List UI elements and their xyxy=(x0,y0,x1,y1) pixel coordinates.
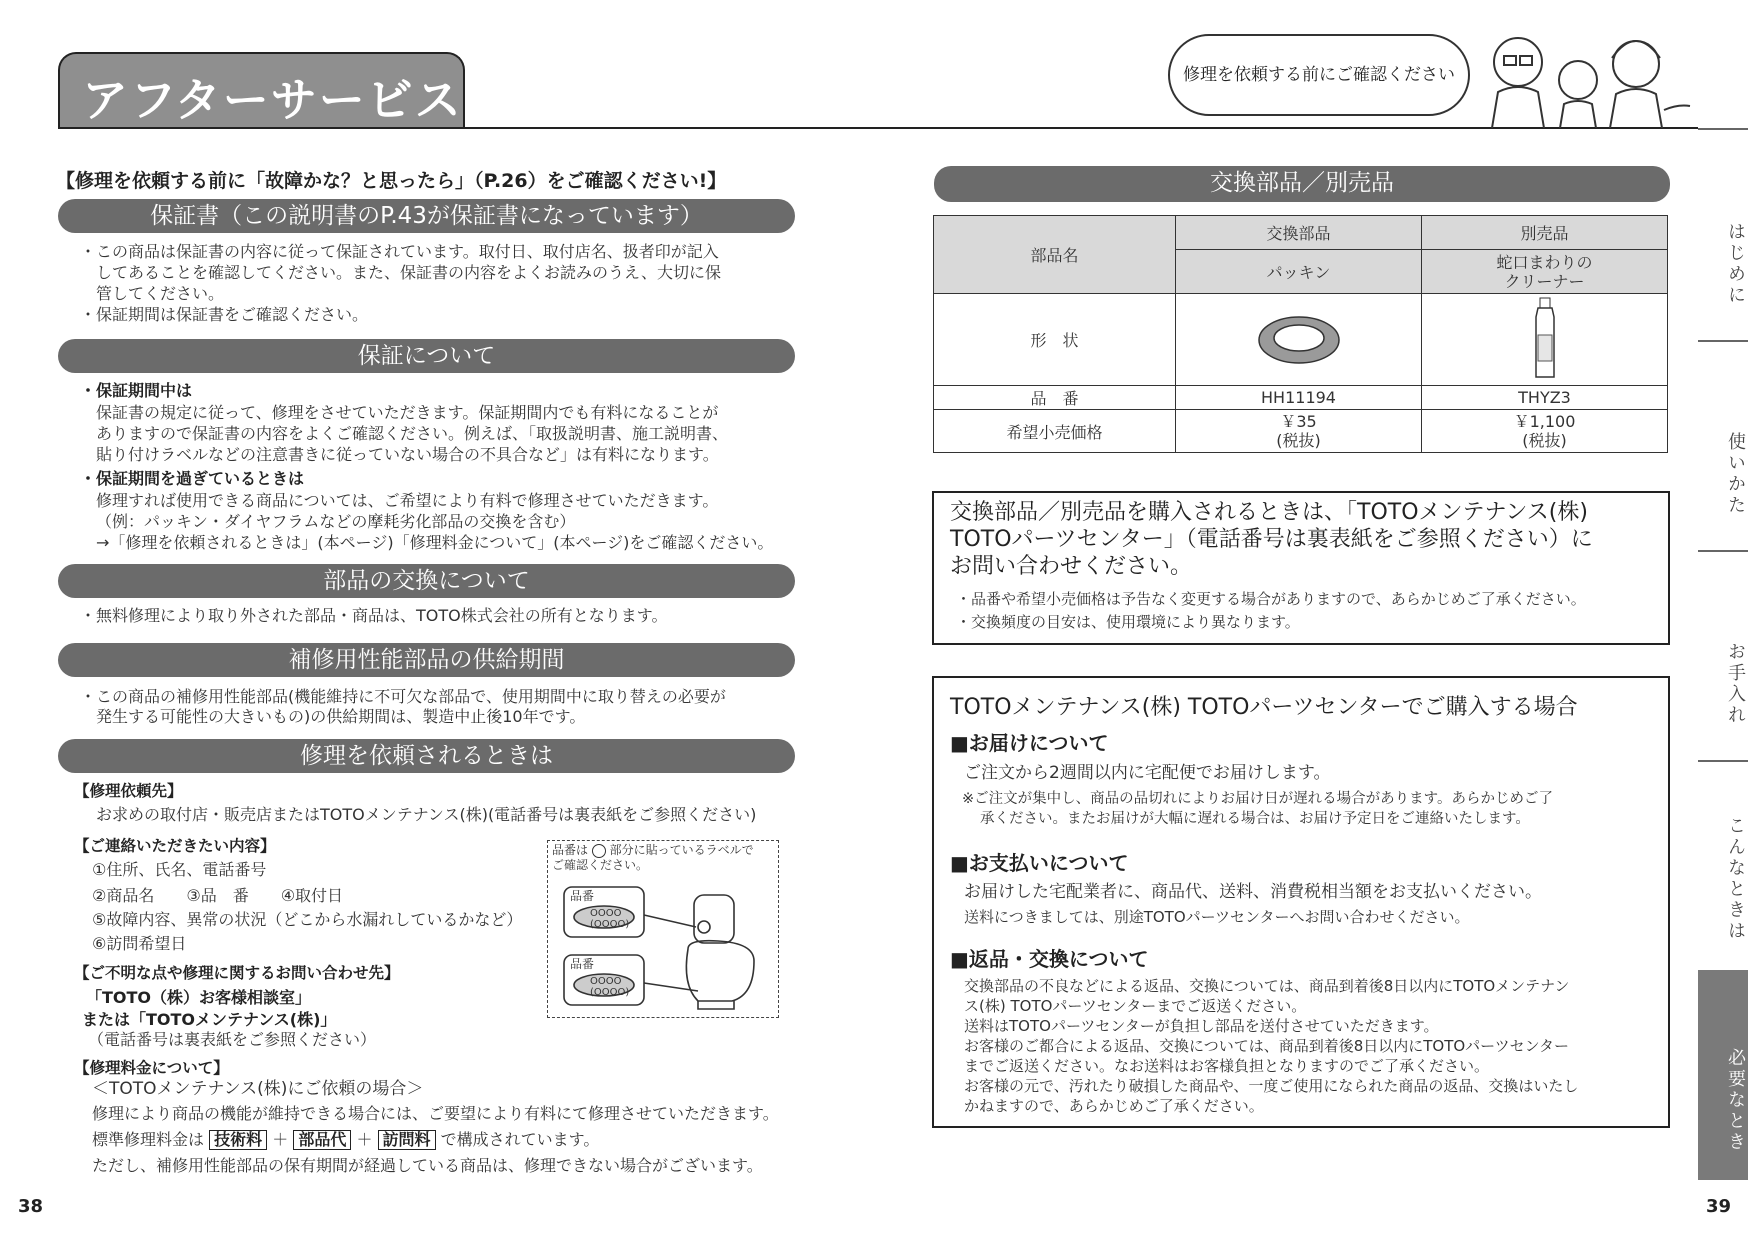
side-tab-care[interactable]: お手入れ xyxy=(1725,642,1746,726)
supply-text: ・この商品の補修用性能部品(機能維持に不可欠な部品で、使用期間中に取り替えの必要が xyxy=(80,687,726,706)
page-number-left: 38 xyxy=(18,1196,44,1217)
label-location-figure: 品番は 部分に貼っているラベルで ご確認ください。 品番 OOOO (OOOO) 品番 OOOO (OOOO) xyxy=(547,840,779,1018)
cleaner-bottle-icon xyxy=(1525,295,1565,381)
fee-text: 修理により商品の機能が維持できる場合には、ご要望により有料にて修理させていただきます。 xyxy=(92,1104,779,1123)
parts-table xyxy=(933,215,1668,453)
return-heading: ■返品・交換について xyxy=(950,947,1149,971)
warranty-card-line: ・保証期間は保証書をご確認ください。 xyxy=(80,305,369,324)
contact-item: ⑥訪問希望日 xyxy=(92,934,187,953)
exchange-text: ・無料修理により取り外された部品・商品は、TOTO株式会社の所有となります。 xyxy=(80,606,668,625)
warranty-text: ありますので保証書の内容をよくご確認ください。例えば、「取扱説明書、施工説明書、 xyxy=(96,424,729,443)
label-tag: 品番 xyxy=(570,957,595,971)
optional-price: ￥1,100 (税抜) xyxy=(1422,410,1668,453)
fee-keyword-visit: 訪問料 xyxy=(378,1130,436,1150)
section-band-warranty: 保証について xyxy=(58,339,795,373)
fee-keyword-technical: 技術料 xyxy=(209,1130,267,1150)
label-code: OOOO (OOOO) xyxy=(590,976,630,998)
packing-ring-icon xyxy=(1254,308,1344,368)
cleaner-image xyxy=(1422,294,1668,386)
col-optional-header: 別売品 xyxy=(1422,216,1668,250)
parts-name-header: 部品名 xyxy=(934,216,1176,294)
page-number-right: 39 xyxy=(1706,1196,1732,1217)
warranty-text: 貼り付けラベルなどの注意書きに従っていない場合の不具合など」は有料になります。 xyxy=(96,445,719,464)
warranty-text: （例：パッキン・ダイヤフラムなどの摩耗劣化部品の交換を含む） xyxy=(96,512,576,531)
supply-text: 発生する可能性の大きいもの)の供給期間は、製造中止後10年です。 xyxy=(96,707,586,726)
packing-image xyxy=(1176,294,1422,386)
order-title: TOTOメンテナンス(株) TOTOパーツセンターでご購入する場合 xyxy=(950,695,1578,720)
repair-heading: 【修理依頼先】 xyxy=(74,782,183,800)
parts-center-order-box: TOTOメンテナンス(株) TOTOパーツセンターでご購入する場合 ■お届けについて ご注文から2週間以内に宅配便でお届けします。 ※ご注文が集中し、商品の品切れによりお届け日が遅れる場合があります。あらかじめご了 承ください。またお届けが大幅に遅れる場合は、お届け予定日をご連絡いたします。 ■お支払いについて お届けした宅配業者に、商品代、送料、消費税相当額をお支払いください。 送料につきましては、別途TOTOパーツセンターへお問い合わせください。 ■返品・交換について 交換部品の不良などによる返品、交換については、商品到着後8日以内にTOTOメンテナン ス(株) TOTOパーツセンターまでご返送ください。 送料はTOTOパーツセンターが負担し部品を送付させていただきます。 お客様のご都合による返品、交換については、商品到着後8日以内にTOTOパーツセンター までご返送ください。なお送料はお客様負担となりますのでご了承ください。 お客様の元で、汚れたり破損した商品や、一度ご使用になられた商品の返品、交換はいたし かねますので、あらかじめご了承ください。 xyxy=(932,676,1670,1128)
section-band-exchange: 部品の交換について xyxy=(58,564,795,598)
warranty-card-line: ・この商品は保証書の内容に従って保証されています。取付日、取付店名、扱者印が記入 xyxy=(80,242,719,261)
section-band-repair: 修理を依頼されるときは xyxy=(58,739,795,773)
warranty-card-line: 管してください。 xyxy=(96,284,225,303)
contact-item: ②商品名 ③品 番 ④取付日 xyxy=(92,886,344,905)
inquiry-contact: または「TOTOメンテナンス(株)」 xyxy=(82,1010,337,1029)
inquiry-contact: （電話番号は裏表紙をご参照ください） xyxy=(88,1030,377,1049)
warranty-text: →「修理を依頼されるときは」(本ページ)「修理料金について」(本ページ)をご確認ください。 xyxy=(96,533,774,552)
optional-name: 蛇口まわりの クリーナー xyxy=(1422,250,1668,294)
speech-bubble: 修理を依頼する前にご確認ください xyxy=(1168,34,1470,116)
lead-notice: 【修理を依頼する前に「故障かな？と思ったら」（P.26）をご確認ください!】 xyxy=(56,170,727,192)
warranty-text: 修理すれば使用できる商品については、ご希望により有料で修理させていただきます。 xyxy=(96,491,719,510)
col-replacement-header: 交換部品 xyxy=(1176,216,1422,250)
label-code: OOOO (OOOO) xyxy=(590,908,630,930)
page-title: アフターサービス xyxy=(58,52,465,128)
payment-heading: ■お支払いについて xyxy=(950,851,1129,875)
replacement-name: パッキン xyxy=(1176,250,1422,294)
delivery-heading: ■お届けについて xyxy=(950,731,1109,755)
section-band-supply: 補修用性能部品の供給期間 xyxy=(58,643,795,677)
side-tab-usage[interactable]: 使いかた xyxy=(1725,432,1746,516)
inquiry-contact: 「TOTO（株）お客様相談室」 xyxy=(86,988,312,1007)
repair-heading: 【ご連絡いただきたい内容】 xyxy=(74,837,276,855)
side-tab-intro[interactable]: はじめに xyxy=(1725,222,1746,306)
repair-heading: 【ご不明な点や修理に関するお問い合わせ先】 xyxy=(74,964,400,982)
price-header: 希望小売価格 xyxy=(934,410,1176,453)
repair-text: お求めの取付店・販売店またはTOTOメンテナンス(株)(電話番号は裏表紙をご参照ください) xyxy=(96,805,757,824)
circle-marker-icon xyxy=(592,844,606,858)
replacement-number: HH11194 xyxy=(1176,386,1422,410)
section-band-parts: 交換部品／別売品 xyxy=(934,166,1670,202)
fee-text: ただし、補修用性能部品の保有期間が経過している商品は、修理できない場合がございます。 xyxy=(92,1156,763,1175)
warranty-heading: ・保証期間中は xyxy=(80,381,193,400)
section-band-warranty-card: 保証書（この説明書のP.43が保証書になっています） xyxy=(58,199,795,233)
contact-item: ⑤故障内容、異常の状況（どこから水漏れしているかなど） xyxy=(92,910,523,929)
optional-number: THYZ3 xyxy=(1422,386,1668,410)
warranty-text: 保証書の規定に従って、修理をさせていただきます。保証期間内でも有料になることが xyxy=(96,403,719,422)
fee-keyword-parts: 部品代 xyxy=(293,1130,351,1150)
number-header: 品 番 xyxy=(934,386,1176,410)
fee-formula: 標準修理料金は 技術料 ＋ 部品代 ＋ 訪問料 で構成されています。 xyxy=(92,1130,600,1149)
replacement-price: ￥35 (税抜) xyxy=(1176,410,1422,453)
label-tag: 品番 xyxy=(570,889,595,903)
header-rule xyxy=(58,127,1698,129)
side-tab-needed[interactable]: 必要なとき xyxy=(1698,970,1748,1180)
purchase-info-box: 交換部品／別売品を購入されるときは、「TOTOメンテナンス(株) TOTOパーツセンター」（電話番号は裏表紙をご参照ください）に お問い合わせください。 ・品番や希望小売価格は予告なく変更する場合がありますので、あらかじめご了承ください。 ・交換頻度の目安は、使用環境により異なります。 xyxy=(932,491,1670,645)
shape-header: 形 状 xyxy=(934,294,1176,386)
side-tab-troubleshoot[interactable]: こんなときは xyxy=(1725,816,1746,942)
warranty-heading: ・保証期間を過ぎているときは xyxy=(80,469,305,488)
fee-subheading: ＜TOTOメンテナンス(株)にご依頼の場合＞ xyxy=(92,1079,424,1099)
warranty-card-line: してあることを確認してください。また、保証書の内容をよくお読みのうえ、大切に保 xyxy=(96,263,721,282)
family-illustration-icon xyxy=(1478,18,1696,128)
contact-item: ①住所、氏名、電話番号 xyxy=(92,860,267,879)
repair-heading: 【修理料金について】 xyxy=(74,1059,229,1077)
